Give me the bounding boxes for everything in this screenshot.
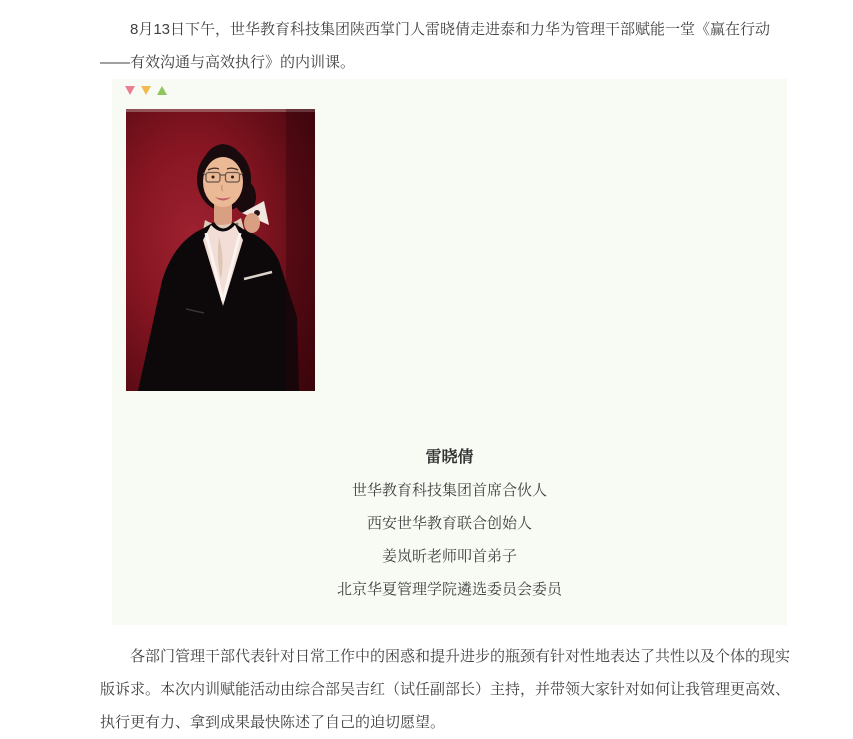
profile-panel bbox=[112, 79, 787, 625]
closing-paragraph: 各部门管理干部代表针对日常工作中的困惑和提升进步的瓶颈有针对性地表达了共性以及个体的现实版诉求。本次内训赋能活动由综合部吴吉红（试任副部长）主持，并带领大家针对如何让我管理更高效、执行更有力、拿到成果最快陈述了自己的迫切愿望。 bbox=[100, 648, 791, 731]
profile-title: 西安世华教育联合创始人 bbox=[366, 515, 532, 532]
profile-title: 北京华夏管理学院遴选委员会委员 bbox=[336, 581, 562, 598]
article-page bbox=[100, 0, 791, 739]
triangle-down-icon bbox=[125, 86, 135, 95]
triangle-down-icon bbox=[141, 86, 151, 95]
profile-title: 姜岚昕老师叩首弟子 bbox=[381, 548, 517, 565]
portrait-photo-image bbox=[126, 109, 315, 391]
intro-paragraph: 8月13日下午，世华教育科技集团陕西掌门人雷晓倩走进泰和力华为管理干部赋能一堂《赢在行动——有效沟通与高效执行》的内训课。 bbox=[100, 21, 771, 71]
profile-name: 雷晓倩 bbox=[425, 449, 474, 466]
profile-title: 世华教育科技集团首席合伙人 bbox=[351, 482, 547, 499]
triangle-decorations bbox=[125, 86, 787, 95]
portrait-photo bbox=[126, 109, 315, 391]
triangle-up-icon bbox=[157, 86, 167, 95]
profile-text-block bbox=[112, 441, 787, 606]
